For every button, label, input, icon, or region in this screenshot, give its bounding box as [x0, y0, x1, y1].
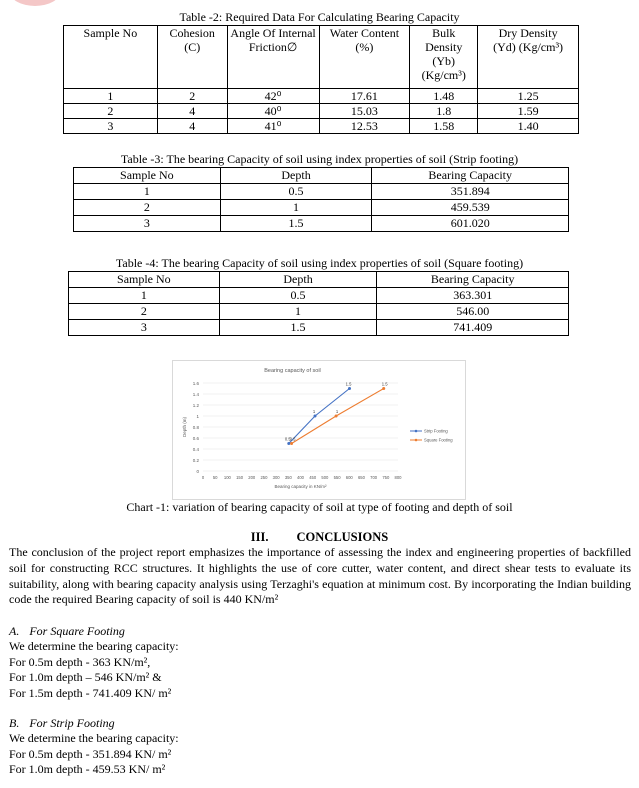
table2-header-water: Water Content (%) [319, 26, 410, 89]
chart-x-tick-label: 400 [297, 475, 304, 480]
table2-header-sample: Sample No [64, 26, 158, 89]
chart-x-tick-label: 150 [236, 475, 244, 480]
subsection-a-line: For 0.5m depth - 363 KN/m², [9, 655, 151, 669]
table3-header-depth: Depth [220, 168, 372, 184]
table4-header-row [69, 272, 569, 288]
subsection-b-line: For 0.5m depth - 351.894 KN/ m² [9, 747, 172, 761]
table4-caption: Table -4: The bearing Capacity of soil using index properties of soil (Square footing) [115, 256, 524, 270]
table2-row [64, 104, 579, 119]
conclusion-paragraph: The conclusion of the project report emphasizes the importance of assessing the index and engineering properties of backfilled soil for constructing RCC structures. It highlights the use of core cutter, water content, and direct shear tests to evaluate its suitability, along with bearing capacity analysis using Terzaghi's equation at minimum cost. By incorporating the Indian building code the required Bearing capacity of soil is 440 KN/m² [9, 545, 631, 607]
chart-y-tick-label: 1.4 [192, 391, 199, 397]
table3-cell: 1.5 [220, 216, 372, 232]
table2-cell: 3 [64, 119, 158, 134]
subsection-b-line: For 1.0m depth - 459.53 KN/ m² [9, 762, 166, 776]
chart-legend-label: Strip Footing [424, 428, 448, 434]
table2-cell: 40⁰ [227, 104, 319, 119]
chart-x-tick-label: 0 [201, 475, 205, 480]
chart-x-tick-label: 500 [321, 475, 329, 480]
chart-y-tick-label: 0.6 [192, 435, 199, 441]
section-title: CONCLUSIONS [296, 530, 389, 544]
table2-row [64, 119, 579, 134]
chart-x-tick-label: 800 [394, 475, 402, 480]
table2-cell: 1.8 [410, 104, 478, 119]
chart-svg [173, 361, 465, 499]
subsection-b-title: For Strip Footing [29, 716, 115, 730]
table4-cell: 1.5 [219, 320, 377, 336]
table2-header-row [64, 26, 579, 89]
chart-data-label: 1 [312, 409, 316, 414]
table3-header-sample: Sample No [74, 168, 221, 184]
table4-header-depth: Depth [219, 272, 377, 288]
chart-data-label: 1 [335, 409, 339, 414]
subsection-a-intro: We determine the bearing capacity: [9, 639, 179, 653]
table2-header-angle: Angle Of Internal Friction∅ [227, 26, 319, 89]
table3-cell: 459.539 [372, 200, 569, 216]
table2-row [64, 89, 579, 104]
table3 [73, 167, 569, 232]
chart-x-tick-label: 350 [284, 475, 292, 480]
chart-data-point [314, 415, 317, 418]
table2-cell: 42⁰ [227, 89, 319, 104]
table2-cell: 17.61 [319, 89, 410, 104]
table2 [63, 25, 579, 134]
chart-x-tick-label: 300 [272, 475, 280, 480]
table4 [68, 271, 569, 336]
table2-cell: 2 [64, 104, 158, 119]
table4-cell: 741.409 [377, 320, 569, 336]
table4-row [69, 320, 569, 336]
subsection-a-title: For Square Footing [29, 624, 125, 638]
table3-caption: Table -3: The bearing Capacity of soil using index properties of soil (Strip footing) [120, 152, 519, 166]
chart-legend-marker [415, 430, 418, 433]
chart-y-tick-label: 0.2 [192, 457, 199, 463]
bearing-capacity-chart [172, 360, 466, 500]
section-heading [0, 530, 639, 545]
table3-cell: 601.020 [372, 216, 569, 232]
table4-cell: 1 [219, 304, 377, 320]
table4-row [69, 304, 569, 320]
chart-y-tick-label: 1.6 [192, 380, 199, 386]
chart-y-tick-label: 0 [196, 468, 199, 474]
table3-cell: 3 [74, 216, 221, 232]
chart-x-tick-label: 100 [223, 475, 231, 480]
chart-data-point [335, 415, 338, 418]
chart-x-tick-label: 600 [345, 475, 353, 480]
chart-y-tick-label: 1 [196, 413, 199, 419]
chart-data-point [290, 442, 293, 445]
chart-x-tick-label: 200 [248, 475, 256, 480]
chart-x-tick-label: 50 [212, 475, 218, 480]
table2-cell: 1.58 [410, 119, 478, 134]
table2-cell: 41⁰ [227, 119, 319, 134]
chart-x-tick-label: 750 [382, 475, 390, 480]
subsection-a-line: For 1.5m depth - 741.409 KN/ m² [9, 686, 172, 700]
header-logo-fragment [10, 0, 60, 6]
table2-header-dry: Dry Density (Yd) (Kg/cm³) [478, 26, 579, 89]
chart-legend-label: Square Footing [424, 437, 453, 443]
subsection-a-line: For 1.0m depth – 546 KN/m² & [9, 670, 162, 684]
table3-cell: 1 [74, 184, 221, 200]
table3-row [74, 184, 569, 200]
table2-cell: 4 [157, 104, 227, 119]
table4-cell: 2 [69, 304, 220, 320]
table4-row [69, 288, 569, 304]
table4-cell: 363.301 [377, 288, 569, 304]
table3-cell: 2 [74, 200, 221, 216]
chart-data-label: 0.5 [284, 436, 291, 442]
table3-header-row [74, 168, 569, 184]
subsection-b-heading [9, 716, 115, 731]
chart-x-tick-label: 550 [333, 475, 341, 480]
table2-cell: 15.03 [319, 104, 410, 119]
table2-cell: 1.25 [478, 89, 579, 104]
table4-header-capacity: Bearing Capacity [377, 272, 569, 288]
table3-cell: 1 [220, 200, 372, 216]
chart-y-axis-label: Depth (m) [182, 416, 187, 438]
table2-cell: 1.48 [410, 89, 478, 104]
table3-header-capacity: Bearing Capacity [372, 168, 569, 184]
chart-data-point [382, 387, 385, 390]
table4-header-sample: Sample No [69, 272, 220, 288]
chart-y-tick-label: 0.4 [192, 446, 199, 452]
table4-cell: 1 [69, 288, 220, 304]
subsection-b-label: B. [9, 716, 20, 730]
chart-x-tick-label: 650 [357, 475, 365, 480]
chart-title: Bearing capacity of soil [264, 368, 321, 374]
chart-data-point [348, 387, 351, 390]
chart-caption: Chart -1: variation of bearing capacity of soil at type of footing and depth of soil [126, 500, 513, 514]
table3-cell: 0.5 [220, 184, 372, 200]
table4-cell: 546.00 [377, 304, 569, 320]
chart-x-tick-label: 450 [309, 475, 317, 480]
chart-y-tick-label: 1.2 [192, 402, 199, 408]
chart-data-point [287, 442, 290, 445]
chart-data-label: 1.5 [381, 381, 388, 387]
subsection-b-intro: We determine the bearing capacity: [9, 731, 179, 745]
chart-x-tick-label: 700 [370, 475, 378, 480]
table2-header-bulk: Bulk Density (Yb) (Kg/cm³) [410, 26, 478, 89]
table2-cell: 1 [64, 89, 158, 104]
chart-x-axis-label: Bearing capacity in KN/m² [274, 484, 327, 489]
table2-cell: 4 [157, 119, 227, 134]
subsection-a-heading [9, 624, 125, 639]
chart-y-tick-label: 0.8 [192, 424, 199, 430]
table4-cell: 0.5 [219, 288, 377, 304]
table4-cell: 3 [69, 320, 220, 336]
table3-row [74, 200, 569, 216]
chart-data-label: 1.5 [345, 381, 352, 387]
chart-data-label: 0.5 [289, 436, 296, 442]
table2-cell: 12.53 [319, 119, 410, 134]
section-number: III. [250, 530, 269, 544]
table2-cell: 2 [157, 89, 227, 104]
table2-caption: Table -2: Required Data For Calculating Bearing Capacity [179, 10, 460, 24]
chart-x-tick-label: 250 [260, 475, 268, 480]
table2-cell: 1.40 [478, 119, 579, 134]
table3-row [74, 216, 569, 232]
table2-header-cohesion: Cohesion (C) [157, 26, 227, 89]
table2-cell: 1.59 [478, 104, 579, 119]
subsection-a-label: A. [9, 624, 20, 638]
chart-legend-marker [415, 439, 418, 442]
table3-cell: 351.894 [372, 184, 569, 200]
